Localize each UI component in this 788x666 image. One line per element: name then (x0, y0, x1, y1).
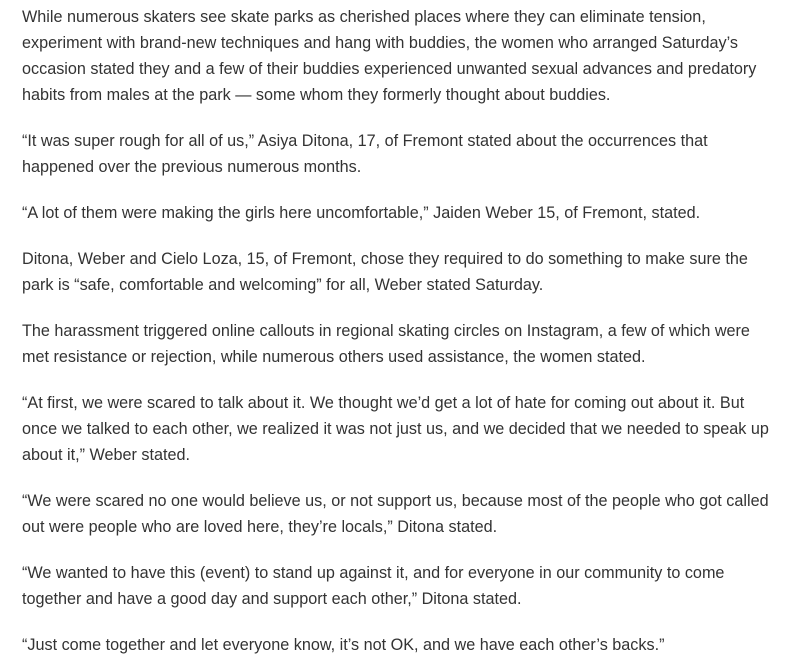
article-paragraph: “Just come together and let everyone know, it’s not OK, and we have each other’s backs.” (22, 636, 665, 654)
article-paragraph: “It was super rough for all of us,” Asiya Ditona, 17, of Fremont stated about the occurrences that happened over the previous numerous months. (22, 132, 708, 176)
article-paragraph: “A lot of them were making the girls here uncomfortable,” Jaiden Weber 15, of Fremont, stated. (22, 204, 701, 222)
article-paragraph: The harassment triggered online callouts in regional skating circles on Instagram, a few of which were met resistance or rejection, while numerous others used assistance, the women stated. (22, 322, 750, 366)
article-paragraph: “We wanted to have this (event) to stand up against it, and for everyone in our community to come together and have a good day and support each other,” Ditona stated. (22, 564, 725, 608)
article-paragraph: While numerous skaters see skate parks as cherished places where they can eliminate tension, experiment with brand-new techniques and hang with buddies, the women who arranged Saturday’s occasion stated they and a few of their buddies experienced unwanted sexual advances and predatory habits from males at the park — some whom they formerly thought about buddies. (22, 8, 757, 104)
article-paragraph: Ditona, Weber and Cielo Loza, 15, of Fremont, chose they required to do something to make sure the park is “safe, comfortable and welcoming” for all, Weber stated Saturday. (22, 250, 748, 294)
article-paragraph: “At first, we were scared to talk about it. We thought we’d get a lot of hate for coming out about it. But once we talked to each other, we realized it was not just us, and we decided that we needed to speak up about it,” Weber stated. (22, 394, 769, 464)
article-paragraph: “We were scared no one would believe us, or not support us, because most of the people who got called out were people who are loved here, they’re locals,” Ditona stated. (22, 492, 769, 536)
